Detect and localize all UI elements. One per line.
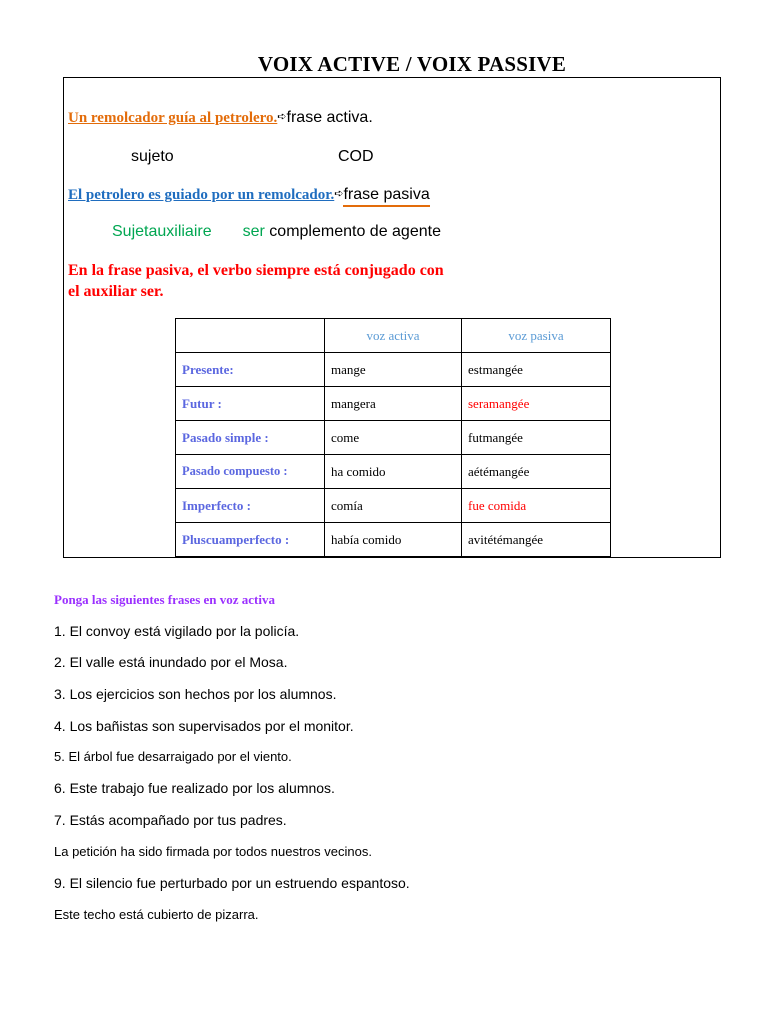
rule-text xyxy=(68,260,444,302)
table-header-row xyxy=(176,319,611,353)
exercise-item: 9. El silencio fue perturbado por un estruendo espantoso. xyxy=(54,875,410,891)
tense-cell: Presente: xyxy=(176,353,325,387)
subject-label: sujeto xyxy=(131,148,174,165)
table-row xyxy=(176,353,611,387)
exercise-item: Este techo está cubierto de pizarra. xyxy=(54,907,259,922)
exercise-item: 1. El convoy está vigilado por la policía. xyxy=(54,623,300,639)
cod-label: COD xyxy=(338,148,374,165)
passive-example xyxy=(68,186,430,204)
passive-cell: avitétémangée xyxy=(462,523,611,557)
active-sentence: Un remolcador guía al petrolero. xyxy=(68,110,278,126)
table-row xyxy=(176,489,611,523)
passive-label: frase pasiva xyxy=(343,186,430,203)
tense-cell: Pasado simple : xyxy=(176,421,325,455)
table-row xyxy=(176,523,611,557)
passive-cell: estmangée xyxy=(462,353,611,387)
active-cell: mange xyxy=(325,353,462,387)
agent-label: complemento de agente xyxy=(269,223,441,240)
active-example xyxy=(68,109,373,127)
active-label: frase activa. xyxy=(286,109,373,126)
exercise-item: 5. El árbol fue desarraigado por el viento. xyxy=(54,749,292,764)
active-cell: comía xyxy=(325,489,462,523)
table-row xyxy=(176,387,611,421)
table-header-cell: voz activa xyxy=(325,319,462,353)
tense-cell: Futur : xyxy=(176,387,325,421)
exercise-item: 6. Este trabajo fue realizado por los alumnos. xyxy=(54,780,335,796)
rule-line-2: el auxiliar ser. xyxy=(68,283,164,300)
ser-label: ser xyxy=(242,223,265,240)
exercise-item: 2. El valle está inundado por el Mosa. xyxy=(54,654,288,670)
tense-cell: Pasado compuesto : xyxy=(176,455,325,489)
arrow-icon: ➪ xyxy=(277,111,287,123)
exercise-item: 4. Los bañistas son supervisados por el monitor. xyxy=(54,718,354,734)
exercise-heading: Ponga las siguientes frases en voz activa xyxy=(54,592,275,607)
tense-cell: Pluscuamperfecto : xyxy=(176,523,325,557)
page-title: VOIX ACTIVE / VOIX PASSIVE xyxy=(257,52,567,76)
passive-cell: aétémangée xyxy=(462,455,611,489)
arrow-icon: ➪ xyxy=(334,188,344,200)
exercise-item: 7. Estás acompañado por tus padres. xyxy=(54,812,287,828)
subject-aux-label: Sujetauxiliaire xyxy=(112,223,212,240)
table-row xyxy=(176,455,611,489)
active-cell: había comido xyxy=(325,523,462,557)
tense-cell: Imperfecto : xyxy=(176,489,325,523)
active-cell: mangera xyxy=(325,387,462,421)
passive-roles xyxy=(112,223,441,241)
passive-sentence: El petrolero es guiado por un remolcador. xyxy=(68,187,335,203)
active-cell: come xyxy=(325,421,462,455)
exercise-item: La petición ha sido firmada por todos nuestros vecinos. xyxy=(54,844,372,859)
passive-cell: seramangée xyxy=(462,387,611,421)
table-row xyxy=(176,421,611,455)
exercise-item: 3. Los ejercicios son hechos por los alumnos. xyxy=(54,686,337,702)
table-header-cell xyxy=(176,319,325,353)
rule-line-1: En la frase pasiva, el verbo siempre está conjugado con xyxy=(68,262,444,279)
passive-cell: futmangée xyxy=(462,421,611,455)
passive-cell: fue comida xyxy=(462,489,611,523)
conjugation-table xyxy=(175,318,611,557)
table-header-cell: voz pasiva xyxy=(462,319,611,353)
active-cell: ha comido xyxy=(325,455,462,489)
